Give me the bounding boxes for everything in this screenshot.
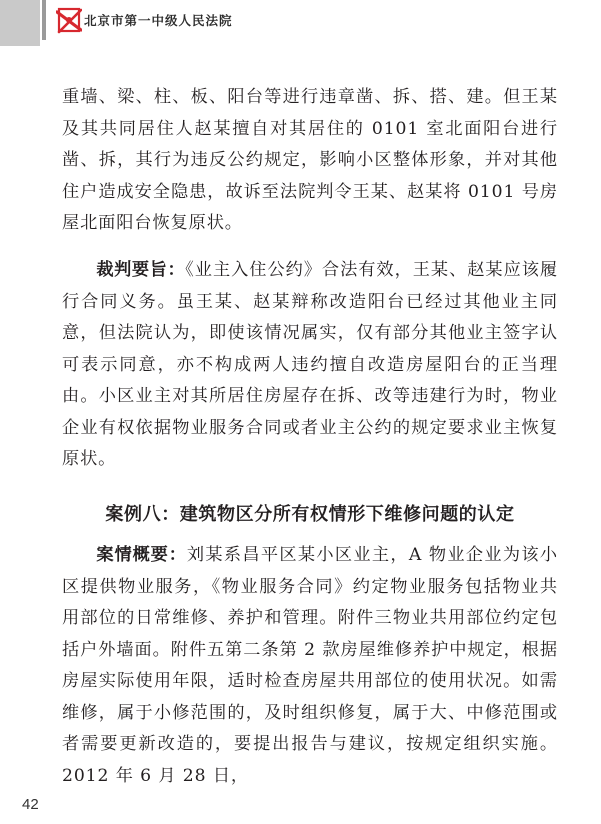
header-gray-bar bbox=[0, 0, 40, 46]
judgment-summary-label: 裁判要旨： bbox=[96, 260, 186, 280]
paragraph-judgment-summary bbox=[62, 255, 558, 476]
page-header bbox=[0, 0, 601, 46]
paragraph-case-overview bbox=[62, 540, 558, 792]
case-overview-text: 刘某系昌平区某小区业主，A 物业企业为该小区提供物业服务，《物业服务合同》约定物业服务包括物业共用部位的日常维修、养护和管理。附件三物业共用部位约定包括户外墙面。附件五第二条第 2 款房屋维修养护中规定，根据房屋实际使用年限，适时检查房屋共用部位的使用状况。如需维修，属于小修范围的，及时组织修复，属于大、中修范围或者需要更新改造的，要提出报告与建议，按规定组织实施。2012 年 6 月 28 日， bbox=[62, 545, 558, 786]
case-overview-label: 案情概要： bbox=[96, 545, 187, 565]
paragraph-case-continuation: 重墙、梁、柱、板、阳台等进行违章凿、拆、搭、建。但王某及其共同居住人赵某擅自对其居住的 0101 室北面阳台进行凿、拆，其行为违反公约规定，影响小区整体形象，并对其他住户造成安全隐患，故诉至法院判令王某、赵某将 0101 号房屋北面阳台恢复原状。 bbox=[62, 87, 558, 233]
court-emblem-icon bbox=[56, 6, 82, 34]
page-number: 42 bbox=[22, 796, 39, 813]
judgment-summary-text: 《业主入住公约》合法有效，王某、赵某应该履行合同义务。虽王某、赵某辩称改造阳台已经过其他业主同意，但法院认为，即使该情况属实，仅有部分其他业主签字认可表示同意，亦不构成两人违约擅自改造房屋阳台的正当理由。小区业主对其所居住房屋存在拆、改等违建行为时，物业企业有权依据物业服务合同或者业主公约的规定要求业主恢复原状。 bbox=[62, 260, 558, 469]
court-name: 北京市第一中级人民法院 bbox=[84, 13, 233, 28]
header-divider bbox=[42, 0, 46, 40]
case-heading: 案例八：建筑物区分所有权情形下维修问题的认定 bbox=[105, 504, 515, 525]
